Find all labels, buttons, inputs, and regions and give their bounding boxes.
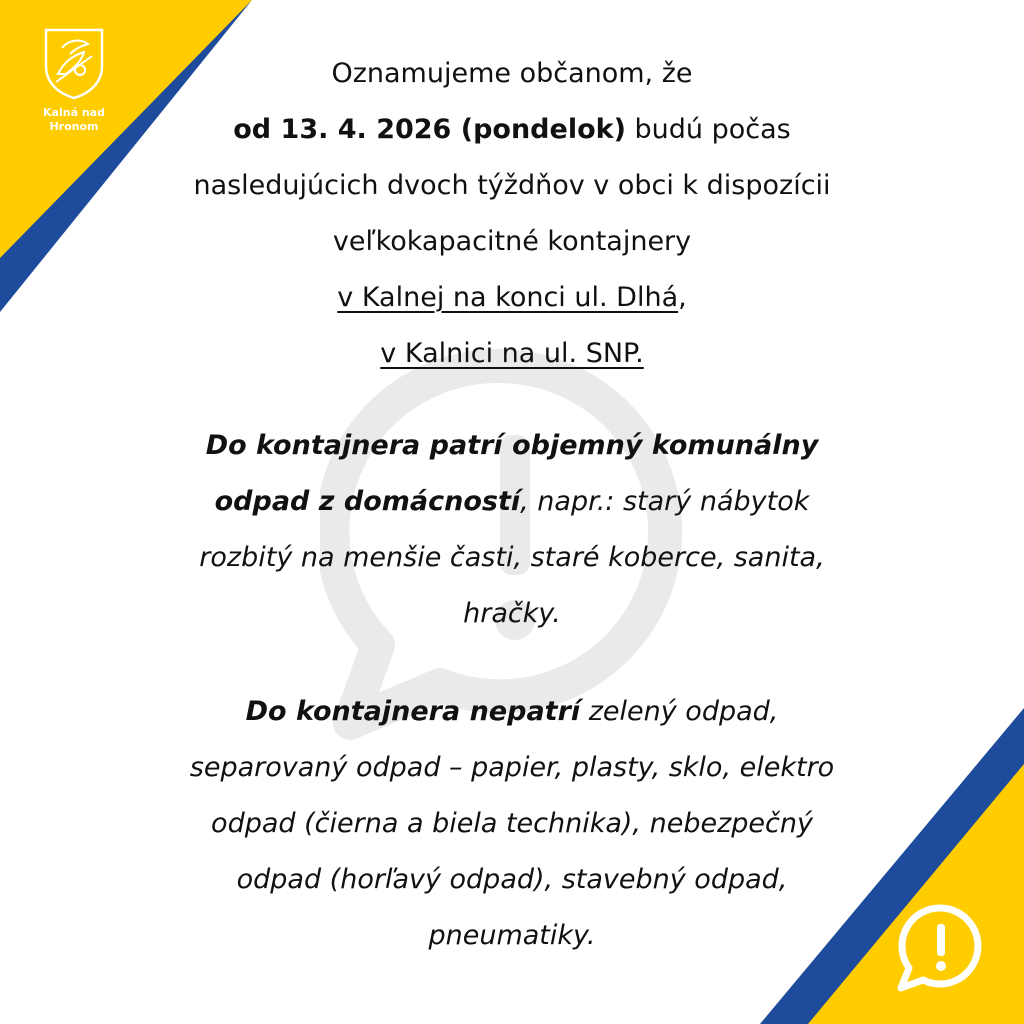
belongs-rest2: , napr.: starý nábytok [520, 486, 810, 517]
logo-name-line2: Hronom [49, 120, 99, 133]
not-belongs-block [100, 684, 924, 964]
location2: v Kalnici na ul. SNP. [380, 338, 644, 369]
belongs-line1 [100, 418, 924, 474]
location1-suffix: , [678, 282, 687, 313]
logo-name-line1: Kalná nad [43, 106, 105, 119]
exclamation-speech-bubble-icon [893, 900, 989, 996]
belongs-line2 [100, 474, 924, 530]
not-belongs-bold: Do kontajnera nepatrí [245, 696, 581, 727]
location1-line [100, 270, 924, 326]
not-belongs-line2: separovaný odpad – papier, plasty, sklo, elektro [189, 752, 835, 783]
containers-line: veľkokapacitné kontajnery [332, 226, 692, 257]
announcement-block [100, 46, 924, 382]
belongs-bold1: Do kontajnera patrí objemný komunálny [205, 430, 819, 461]
date-bold: od 13. 4. 2026 (pondelok) [233, 114, 626, 145]
date-rest: budú počas [625, 114, 791, 145]
belongs-block [100, 418, 924, 642]
location1: v Kalnej na konci ul. Dlhá [337, 282, 679, 313]
belongs-line4: hračky. [463, 598, 561, 629]
not-belongs-line5: pneumatiky. [428, 920, 596, 951]
not-belongs-line1 [100, 684, 924, 740]
location2-line [100, 326, 924, 382]
not-belongs-line3: odpad (čierna a biela technika), nebezpečný [211, 808, 813, 839]
date-line [100, 102, 924, 158]
belongs-line3: rozbitý na menšie časti, staré koberce, sanita, [199, 542, 825, 573]
not-belongs-rest1: zelený odpad, [580, 696, 779, 727]
availability-line: nasledujúcich dvoch týždňov v obci k dispozícii [193, 170, 831, 201]
coat-of-arms-icon [42, 26, 106, 100]
belongs-bold2: odpad z domácností [214, 486, 521, 517]
intro-line: Oznamujeme občanom, že [331, 58, 693, 89]
not-belongs-line4: odpad (horľavý odpad), stavebný odpad, [236, 864, 788, 895]
